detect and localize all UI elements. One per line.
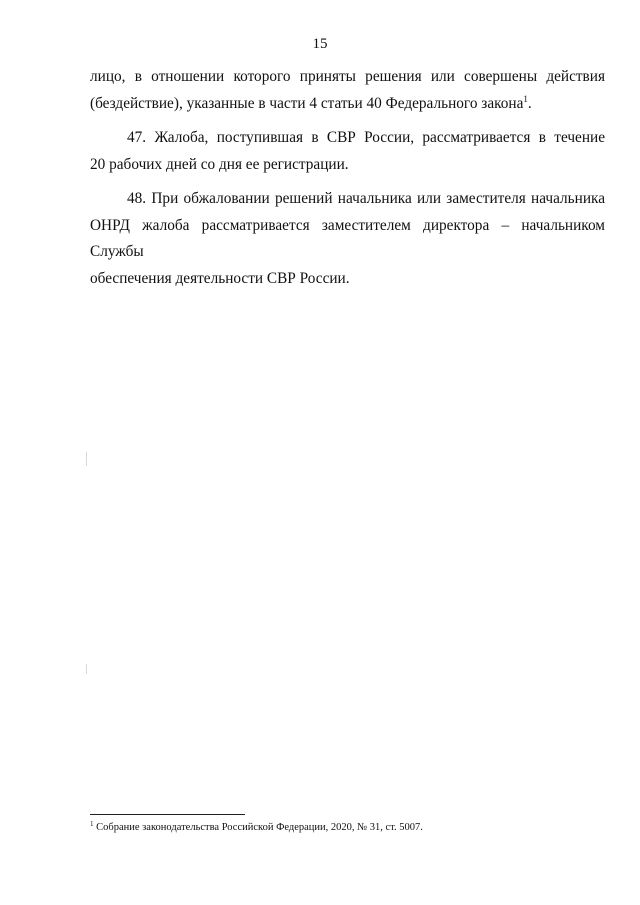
paragraph-line: ОНРД жалоба рассматривается заместителем директора – начальником Службы <box>90 216 605 260</box>
footnote-marker: 1 <box>90 820 94 828</box>
paragraph-line: 47. Жалоба, поступившая в СВР России, рассматривается в течение <box>127 129 605 146</box>
document-body <box>90 64 605 300</box>
scan-artifact <box>86 664 87 674</box>
paragraph-line: 20 рабочих дней со дня ее регистрации. <box>90 155 349 173</box>
paragraph-line <box>90 91 605 118</box>
page-number: 15 <box>312 36 328 52</box>
paragraph-line: 48. При обжаловании решений начальника или заместителя начальника <box>127 190 605 207</box>
footnote-text: Собрание законодательства Российской Федерации, 2020, № 31, ст. 5007. <box>96 822 423 833</box>
paragraph-line-text: (бездействие), указанные в части 4 статьи 40 Федерального закона <box>90 94 524 112</box>
scan-artifact <box>86 452 87 466</box>
paragraph-48 <box>90 186 605 292</box>
paragraph-line-end: . <box>527 94 532 112</box>
footnote <box>90 821 610 835</box>
paragraph-continuation <box>90 64 605 117</box>
paragraph-47 <box>90 125 605 178</box>
paragraph-line: лицо, в отношении которого приняты решения или совершены действия <box>90 68 605 85</box>
footnote-separator <box>90 814 245 815</box>
footnote-reference: 1 <box>523 93 528 104</box>
paragraph-line: обеспечения деятельности СВР России. <box>90 269 350 287</box>
